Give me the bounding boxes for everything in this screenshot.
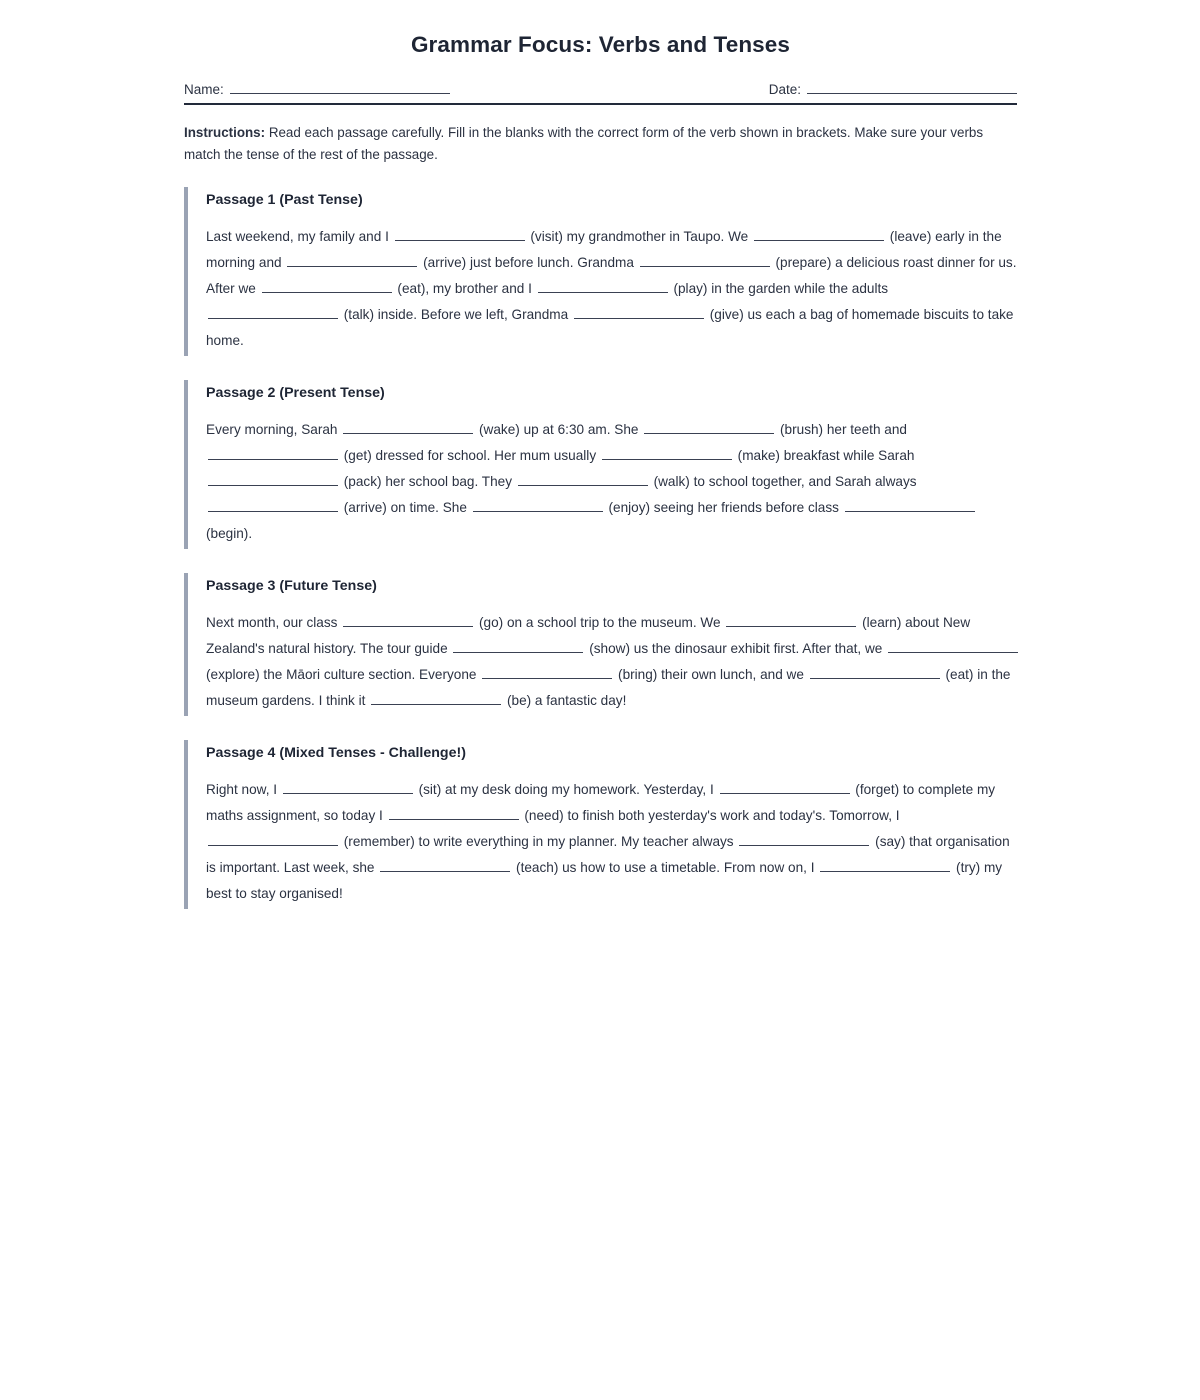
- answer-blank[interactable]: [739, 834, 869, 846]
- passage-heading: Passage 2 (Present Tense): [206, 385, 385, 402]
- name-date-row: [184, 80, 1017, 97]
- passage-text-run: (prepare) a delicious roast dinner for us. After we: [206, 254, 1017, 297]
- passage-text-run: (arrive) on time. She: [340, 500, 471, 516]
- answer-blank[interactable]: [262, 281, 392, 293]
- passage-text-run: (say) that organisation is important. Last week, she: [206, 833, 1010, 875]
- answer-blank[interactable]: [820, 860, 950, 872]
- name-write-line[interactable]: [230, 80, 450, 94]
- passage-text-run: (arrive) just before lunch. Grandma: [419, 254, 638, 270]
- answer-blank[interactable]: [810, 667, 940, 679]
- passage-block: [184, 380, 1017, 549]
- passage-block: [184, 573, 1017, 716]
- answer-blank[interactable]: [208, 448, 338, 460]
- page-title: Grammar Focus: Verbs and Tenses: [410, 32, 791, 57]
- name-label: Name:: [184, 82, 224, 97]
- passage-text: [206, 596, 1021, 714]
- answer-blank[interactable]: [473, 500, 603, 512]
- passage-text-run: (walk) to school together, and Sarah always: [649, 473, 917, 489]
- instructions-text: Read each passage carefully. Fill in the blanks with the correct form of the verb shown in brackets. Make sure your verbs match the tense of the rest of the passage.: [184, 125, 984, 162]
- date-field[interactable]: [764, 80, 1017, 97]
- passage-text-run: (visit) my grandmother in Taupo. We: [526, 228, 753, 244]
- answer-blank[interactable]: [283, 781, 413, 793]
- answer-blank[interactable]: [888, 641, 1018, 653]
- passage-block: [184, 187, 1017, 356]
- name-field[interactable]: [184, 80, 484, 97]
- answer-blank[interactable]: [208, 307, 338, 319]
- passage-text-run: (show) us the dinosaur exhibit first. After that, we: [585, 640, 887, 656]
- passage-text-run: (forget) to complete my maths assignment, so today I: [206, 781, 996, 823]
- passage-text-run: Every morning, Sarah: [206, 421, 342, 437]
- answer-blank[interactable]: [208, 500, 338, 512]
- answer-blank[interactable]: [574, 307, 704, 319]
- answer-blank[interactable]: [343, 422, 473, 434]
- answer-blank[interactable]: [845, 500, 975, 512]
- passage-text-run: (bring) their own lunch, and we: [614, 666, 808, 682]
- passage-text-run: (make) breakfast while Sarah: [733, 447, 915, 463]
- passage-text-run: (eat) in the museum gardens. I think it: [206, 666, 1011, 708]
- passage-text-run: (wake) up at 6:30 am. She: [475, 421, 643, 437]
- passage-text-run: (teach) us how to use a timetable. From now on, I: [512, 859, 819, 875]
- passage-text-run: (remember) to write everything in my planner. My teacher always: [340, 833, 738, 849]
- answer-blank[interactable]: [640, 255, 770, 267]
- date-write-line[interactable]: [807, 80, 1017, 94]
- answer-blank[interactable]: [389, 807, 519, 819]
- passage-text: [206, 403, 1021, 547]
- answer-blank[interactable]: [518, 474, 648, 486]
- answer-blank[interactable]: [754, 229, 884, 241]
- answer-blank[interactable]: [395, 229, 525, 241]
- passage-text-run: (talk) inside. Before we left, Grandma: [340, 307, 572, 323]
- passage-text-run: (be) a fantastic day!: [503, 692, 627, 708]
- answer-blank[interactable]: [208, 474, 338, 486]
- instructions: [184, 122, 984, 165]
- passage-text-run: (eat), my brother and I: [393, 281, 536, 297]
- answer-blank[interactable]: [644, 422, 774, 434]
- passage-heading: Passage 3 (Future Tense): [206, 578, 377, 595]
- answer-blank[interactable]: [371, 693, 501, 705]
- date-label: Date:: [768, 82, 801, 97]
- passage-text-run: (get) dressed for school. Her mum usually: [340, 447, 600, 463]
- passage-text: [206, 210, 1021, 354]
- answer-blank[interactable]: [380, 860, 510, 872]
- answer-blank[interactable]: [208, 834, 338, 846]
- passage-text-run: Right now, I: [206, 781, 281, 797]
- passage-text-run: (play) in the garden while the adults: [669, 281, 889, 297]
- answer-blank[interactable]: [453, 641, 583, 653]
- answer-blank[interactable]: [538, 281, 668, 293]
- passage-text-run: Last weekend, my family and I: [206, 228, 393, 244]
- passage-text-run: (explore) the Māori culture section. Everyone: [206, 666, 481, 682]
- passage-list: [184, 187, 1017, 909]
- passage-text-run: (sit) at my desk doing my homework. Yesterday, I: [414, 781, 718, 797]
- passage-text-run: (give) us each a bag of homemade biscuits to take home.: [206, 307, 1014, 349]
- passage-text-run: (learn) about New Zealand's natural history. The tour guide: [206, 614, 971, 656]
- answer-blank[interactable]: [482, 667, 612, 679]
- answer-blank[interactable]: [343, 615, 473, 627]
- passage-heading: Passage 1 (Past Tense): [206, 192, 363, 209]
- passage-block: [184, 740, 1017, 909]
- answer-blank[interactable]: [726, 615, 856, 627]
- answer-blank[interactable]: [287, 255, 417, 267]
- passage-text-run: (enjoy) seeing her friends before class: [604, 500, 843, 516]
- passage-text-run: (go) on a school trip to the museum. We: [475, 614, 725, 630]
- instructions-label: Instructions:: [184, 125, 266, 140]
- passage-text: [206, 763, 1021, 907]
- worksheet-content: [184, 0, 1017, 909]
- passage-text-run: (begin).: [206, 526, 253, 542]
- answer-blank[interactable]: [602, 448, 732, 460]
- header-divider: [184, 103, 1017, 105]
- passage-text-run: Next month, our class: [206, 614, 342, 630]
- answer-blank[interactable]: [720, 781, 850, 793]
- passage-text-run: (brush) her teeth and: [776, 421, 907, 437]
- passage-text-run: (leave) early in the morning and: [206, 228, 1002, 270]
- passage-heading: Passage 4 (Mixed Tenses - Challenge!): [206, 745, 466, 762]
- passage-text-run: (pack) her school bag. They: [340, 473, 516, 489]
- passage-text-run: (try) my best to stay organised!: [206, 859, 1003, 901]
- passage-text-run: (need) to finish both yesterday's work and today's. Tomorrow, I: [520, 807, 900, 823]
